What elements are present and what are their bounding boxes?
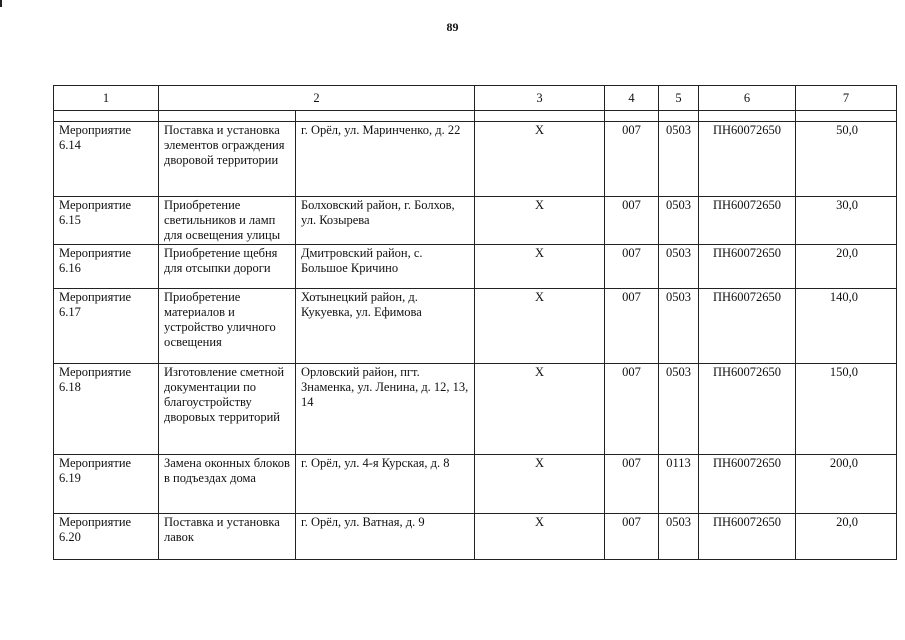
event-cell: Мероприятие 6.18 [54, 364, 159, 455]
header-cell: 3 [475, 86, 605, 111]
col3-cell: Х [475, 364, 605, 455]
name-cell: Поставка и установка лавок [159, 514, 296, 560]
table-spacer-row [54, 111, 897, 122]
col6-cell: ПН60072650 [699, 455, 796, 514]
col4-cell: 007 [605, 289, 659, 364]
event-cell: Мероприятие 6.15 [54, 197, 159, 245]
col4-cell: 007 [605, 514, 659, 560]
col5-cell: 0503 [659, 197, 699, 245]
col7-cell: 50,0 [796, 122, 897, 197]
col6-cell: ПН60072650 [699, 122, 796, 197]
budget-table [53, 85, 897, 560]
name-cell: Поставка и установка элементов ограждения дворовой территории [159, 122, 296, 197]
col5-cell: 0503 [659, 289, 699, 364]
address-cell: Орловский район, пгт. Знаменка, ул. Ленина, д. 12, 13, 14 [296, 364, 475, 455]
header-cell: 2 [159, 86, 475, 111]
table-row [54, 245, 897, 289]
table-header-row [54, 86, 897, 111]
col5-cell: 0503 [659, 122, 699, 197]
col7-cell: 20,0 [796, 245, 897, 289]
address-cell: Болховский район, г. Болхов, ул. Козырева [296, 197, 475, 245]
col6-cell: ПН60072650 [699, 245, 796, 289]
header-cell: 5 [659, 86, 699, 111]
col5-cell: 0503 [659, 245, 699, 289]
header-cell: 6 [699, 86, 796, 111]
col7-cell: 20,0 [796, 514, 897, 560]
table-row [54, 514, 897, 560]
col7-cell: 140,0 [796, 289, 897, 364]
col4-cell: 007 [605, 197, 659, 245]
col7-cell: 200,0 [796, 455, 897, 514]
table-row [54, 364, 897, 455]
col4-cell: 007 [605, 122, 659, 197]
header-cell: 1 [54, 86, 159, 111]
address-cell: г. Орёл, ул. 4-я Курская, д. 8 [296, 455, 475, 514]
table-row [54, 122, 897, 197]
name-cell: Приобретение щебня для отсыпки дороги [159, 245, 296, 289]
col3-cell: Х [475, 122, 605, 197]
page-number: 89 [446, 20, 459, 34]
header-cell: 7 [796, 86, 897, 111]
name-cell: Приобретение материалов и устройство уличного освещения [159, 289, 296, 364]
col5-cell: 0503 [659, 364, 699, 455]
col6-cell: ПН60072650 [699, 197, 796, 245]
col6-cell: ПН60072650 [699, 364, 796, 455]
col3-cell: Х [475, 514, 605, 560]
address-cell: г. Орёл, ул. Ватная, д. 9 [296, 514, 475, 560]
event-cell: Мероприятие 6.19 [54, 455, 159, 514]
col7-cell: 150,0 [796, 364, 897, 455]
name-cell: Изготовление сметной документации по благоустройству дворовых территорий [159, 364, 296, 455]
col3-cell: Х [475, 197, 605, 245]
col5-cell: 0113 [659, 455, 699, 514]
address-cell: г. Орёл, ул. Маринченко, д. 22 [296, 122, 475, 197]
col4-cell: 007 [605, 364, 659, 455]
event-cell: Мероприятие 6.17 [54, 289, 159, 364]
address-cell: Дмитровский район, с. Большое Кричино [296, 245, 475, 289]
event-cell: Мероприятие 6.20 [54, 514, 159, 560]
header-cell: 4 [605, 86, 659, 111]
address-cell: Хотынецкий район, д. Кукуевка, ул. Ефимова [296, 289, 475, 364]
corner-mark [0, 0, 2, 7]
col6-cell: ПН60072650 [699, 514, 796, 560]
col5-cell: 0503 [659, 514, 699, 560]
table-row [54, 197, 897, 245]
col3-cell: Х [475, 245, 605, 289]
col6-cell: ПН60072650 [699, 289, 796, 364]
col4-cell: 007 [605, 455, 659, 514]
event-cell: Мероприятие 6.14 [54, 122, 159, 197]
col7-cell: 30,0 [796, 197, 897, 245]
event-cell: Мероприятие 6.16 [54, 245, 159, 289]
name-cell: Приобретение светильников и ламп для освещения улицы [159, 197, 296, 245]
name-cell: Замена оконных блоков в подъездах дома [159, 455, 296, 514]
col3-cell: Х [475, 455, 605, 514]
table-row [54, 289, 897, 364]
col4-cell: 007 [605, 245, 659, 289]
col3-cell: Х [475, 289, 605, 364]
table-row [54, 455, 897, 514]
